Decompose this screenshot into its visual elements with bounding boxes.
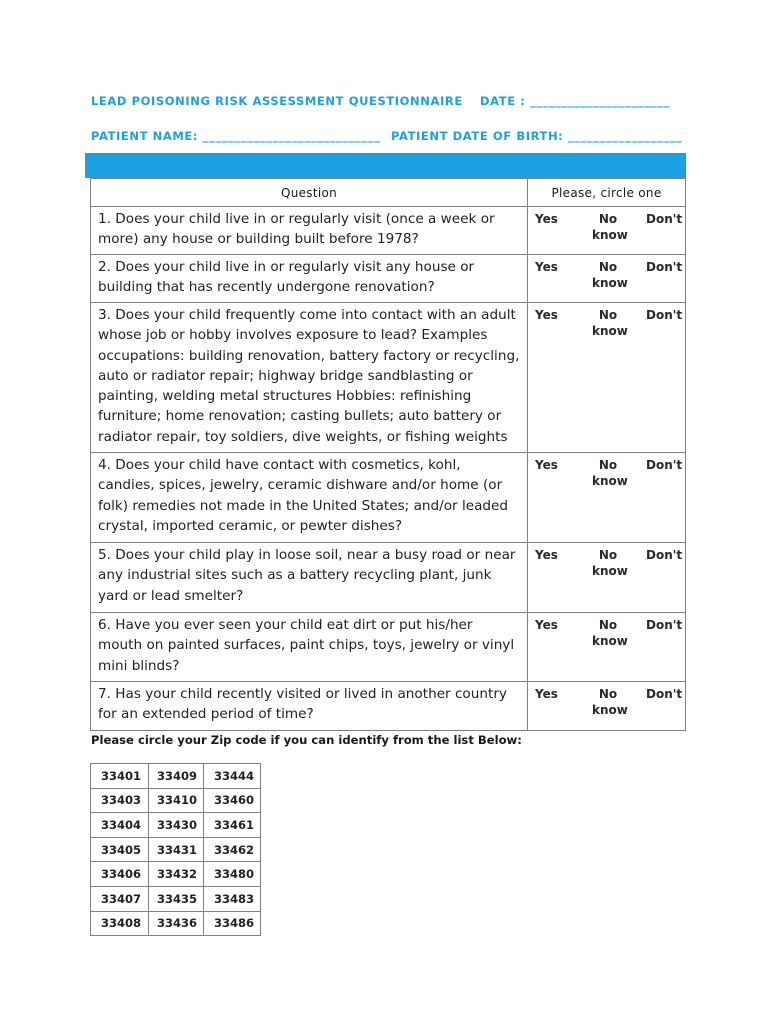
zip-cell[interactable]: 33409	[149, 764, 204, 789]
questionnaire-table	[90, 178, 686, 731]
table-row	[91, 303, 686, 453]
answer-options	[528, 255, 686, 303]
dont-option[interactable]: Don't	[646, 308, 683, 322]
patient-name-field[interactable]: PATIENT NAME: ____________________________	[91, 129, 381, 143]
question-text: 5. Does your child play in loose soil, near a busy road or near any industrial sites such as a battery recycling plant, junk yard or lead smelter?	[91, 543, 528, 613]
zip-cell[interactable]: 33435	[149, 886, 204, 911]
no-know-option[interactable]	[592, 259, 628, 291]
no-label: No	[598, 308, 618, 322]
zip-cell[interactable]: 33436	[149, 911, 204, 936]
answer-options	[528, 682, 686, 731]
table-header-row	[91, 179, 686, 207]
no-label: No	[598, 458, 618, 472]
zip-instruction: Please circle your Zip code if you can identify from the list Below:	[91, 733, 522, 747]
dont-option[interactable]: Don't	[646, 260, 683, 274]
question-text: 6. Have you ever seen your child eat dirt or put his/her mouth on painted surfaces, paint chips, toys, jewelry or vinyl mini blinds?	[91, 613, 528, 682]
zip-cell[interactable]: 33405	[91, 837, 149, 862]
zip-cell[interactable]: 33486	[204, 911, 261, 936]
no-know-option[interactable]	[592, 307, 628, 339]
no-label: No	[598, 548, 618, 562]
zip-row	[91, 813, 261, 838]
dont-option[interactable]: Don't	[646, 458, 683, 472]
yes-option[interactable]: Yes	[535, 618, 558, 632]
no-know-option[interactable]	[592, 547, 628, 579]
yes-option[interactable]: Yes	[535, 458, 558, 472]
table-row	[91, 207, 686, 255]
zip-row	[91, 886, 261, 911]
table-row	[91, 453, 686, 543]
no-label: No	[598, 212, 618, 226]
no-know-option[interactable]	[592, 457, 628, 489]
zip-code-table	[90, 763, 261, 936]
zip-row	[91, 837, 261, 862]
question-text: 4. Does your child have contact with cosmetics, kohl, candies, spices, jewelry, ceramic dishware and/or home (or folk) remedies not made in the United States; and/or leaded crystal, imported ceramic, or pewter dishes?	[91, 453, 528, 543]
answer-options	[528, 613, 686, 682]
know-label: know	[592, 634, 628, 648]
question-text: 2. Does your child live in or regularly visit any house or building that has recently undergone renovation?	[91, 255, 528, 303]
zip-cell[interactable]: 33401	[91, 764, 149, 789]
zip-cell[interactable]: 33444	[204, 764, 261, 789]
zip-cell[interactable]: 33406	[91, 862, 149, 887]
zip-cell[interactable]: 33483	[204, 886, 261, 911]
zip-cell[interactable]: 33461	[204, 813, 261, 838]
yes-option[interactable]: Yes	[535, 212, 558, 226]
no-know-option[interactable]	[592, 686, 628, 718]
answer-options	[528, 207, 686, 255]
dont-option[interactable]: Don't	[646, 548, 683, 562]
question-text: 3. Does your child frequently come into contact with an adult whose job or hobby involves exposure to lead? Examples occupations: building renovation, battery factory or recycling, auto or radiator repair; highway bridge sandblasting or painting, welding metal structures Hobbies: refinishing furniture; home renovation; casting bullets; auto battery or radiator repair, toy soldiers, dive weights, or fishing weights	[91, 303, 528, 453]
dont-option[interactable]: Don't	[646, 618, 683, 632]
know-label: know	[592, 474, 628, 488]
table-row	[91, 543, 686, 613]
zip-cell[interactable]: 33480	[204, 862, 261, 887]
form-title: LEAD POISONING RISK ASSESSMENT QUESTIONNAIRE	[91, 94, 463, 108]
no-label: No	[598, 618, 618, 632]
zip-row	[91, 911, 261, 936]
question-column-header: Question	[91, 179, 528, 207]
answer-options	[528, 453, 686, 543]
zip-cell[interactable]: 33404	[91, 813, 149, 838]
table-row	[91, 255, 686, 303]
zip-cell[interactable]: 33462	[204, 837, 261, 862]
zip-row	[91, 862, 261, 887]
zip-cell[interactable]: 33460	[204, 788, 261, 813]
no-know-option[interactable]	[592, 211, 628, 243]
yes-option[interactable]: Yes	[535, 308, 558, 322]
answer-column-header: Please, circle one	[528, 179, 686, 207]
know-label: know	[592, 703, 628, 717]
zip-cell[interactable]: 33410	[149, 788, 204, 813]
zip-cell[interactable]: 33430	[149, 813, 204, 838]
know-label: know	[592, 564, 628, 578]
know-label: know	[592, 228, 628, 242]
no-know-option[interactable]	[592, 617, 628, 649]
patient-dob-field[interactable]: PATIENT DATE OF BIRTH: __________________	[391, 129, 683, 143]
question-text: 7. Has your child recently visited or lived in another country for an extended period of time?	[91, 682, 528, 731]
dont-option[interactable]: Don't	[646, 212, 683, 226]
header-bar	[85, 153, 686, 178]
date-field[interactable]: DATE : ______________________	[480, 94, 670, 108]
table-row	[91, 613, 686, 682]
zip-row	[91, 764, 261, 789]
yes-option[interactable]: Yes	[535, 687, 558, 701]
no-label: No	[598, 687, 618, 701]
know-label: know	[592, 276, 628, 290]
answer-options	[528, 543, 686, 613]
zip-cell[interactable]: 33431	[149, 837, 204, 862]
zip-cell[interactable]: 33403	[91, 788, 149, 813]
question-text: 1. Does your child live in or regularly visit (once a week or more) any house or building built before 1978?	[91, 207, 528, 255]
no-label: No	[598, 260, 618, 274]
yes-option[interactable]: Yes	[535, 260, 558, 274]
zip-cell[interactable]: 33432	[149, 862, 204, 887]
zip-cell[interactable]: 33408	[91, 911, 149, 936]
yes-option[interactable]: Yes	[535, 548, 558, 562]
zip-row	[91, 788, 261, 813]
know-label: know	[592, 324, 628, 338]
zip-cell[interactable]: 33407	[91, 886, 149, 911]
table-row	[91, 682, 686, 731]
answer-options	[528, 303, 686, 453]
dont-option[interactable]: Don't	[646, 687, 683, 701]
